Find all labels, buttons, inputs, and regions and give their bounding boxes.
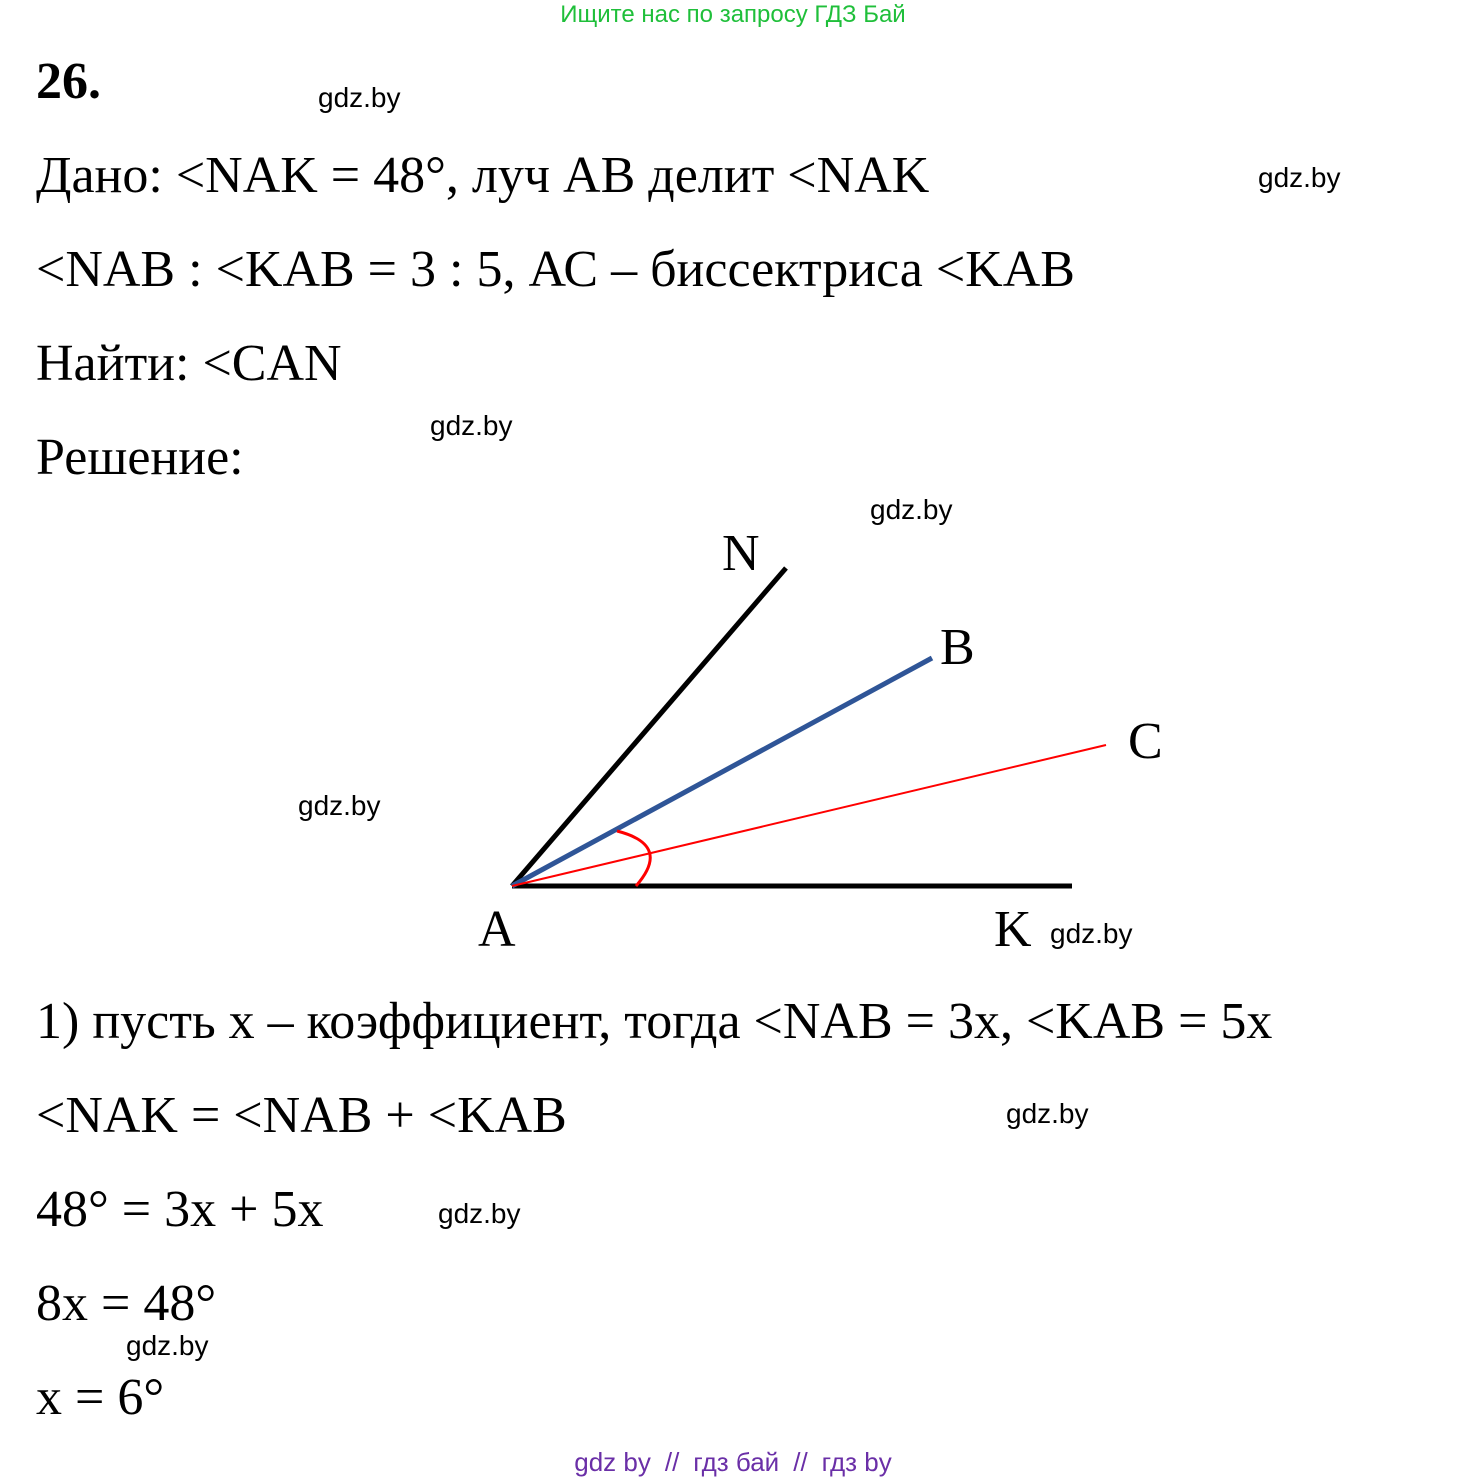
label-a: A — [478, 901, 516, 958]
footer-link-gdz-by-cyr[interactable]: гдз by — [821, 1447, 892, 1477]
watermark: gdz.by — [1258, 162, 1341, 193]
watermark: gdz.by — [298, 790, 381, 821]
angle-arc — [617, 831, 650, 886]
top-banner: Ищите нас по запросу ГДЗ Бай — [560, 1, 906, 28]
solution-step-4: 8x = 48° — [36, 1275, 217, 1332]
find-line: Найти: <CAN — [36, 335, 342, 392]
footer-link-gdz-by[interactable]: gdz by — [574, 1447, 651, 1477]
label-c: C — [1128, 713, 1163, 770]
label-n: N — [722, 525, 760, 582]
watermark: gdz.by — [126, 1330, 209, 1361]
solution-label: Решение: — [36, 429, 244, 486]
solution-step-3: 48° = 3x + 5x — [36, 1181, 324, 1238]
footer-separator: // — [664, 1447, 680, 1477]
label-b: B — [940, 619, 975, 676]
watermark: gdz.by — [430, 410, 513, 441]
label-k: K — [994, 901, 1032, 958]
footer-links — [0, 1446, 1466, 1478]
ray-ac — [512, 745, 1106, 886]
watermark: gdz.by — [1006, 1098, 1089, 1129]
watermark: gdz.by — [318, 82, 401, 113]
watermark: gdz.by — [870, 494, 953, 525]
ray-an — [512, 568, 786, 886]
solution-step-1: 1) пусть х – коэффициент, тогда <NAB = 3x, <KAB = 5x — [36, 993, 1273, 1050]
given-line-2: <NAB : <KAB = 3 : 5, АС – биссектриса <KAB — [36, 241, 1075, 298]
task-number: 26. — [36, 53, 101, 110]
footer-separator: // — [793, 1447, 808, 1477]
solution-step-2: <NAK = <NAB + <KAB — [36, 1087, 567, 1144]
given-line-1: Дано: <NAK = 48°, луч АВ делит <NAK — [36, 147, 930, 204]
watermark: gdz.by — [438, 1198, 521, 1229]
solution-step-5: x = 6° — [36, 1369, 165, 1426]
footer-link-gdz-bai[interactable]: гдз бай — [693, 1447, 780, 1477]
ray-ab — [512, 658, 932, 886]
watermark: gdz.by — [1050, 918, 1133, 949]
